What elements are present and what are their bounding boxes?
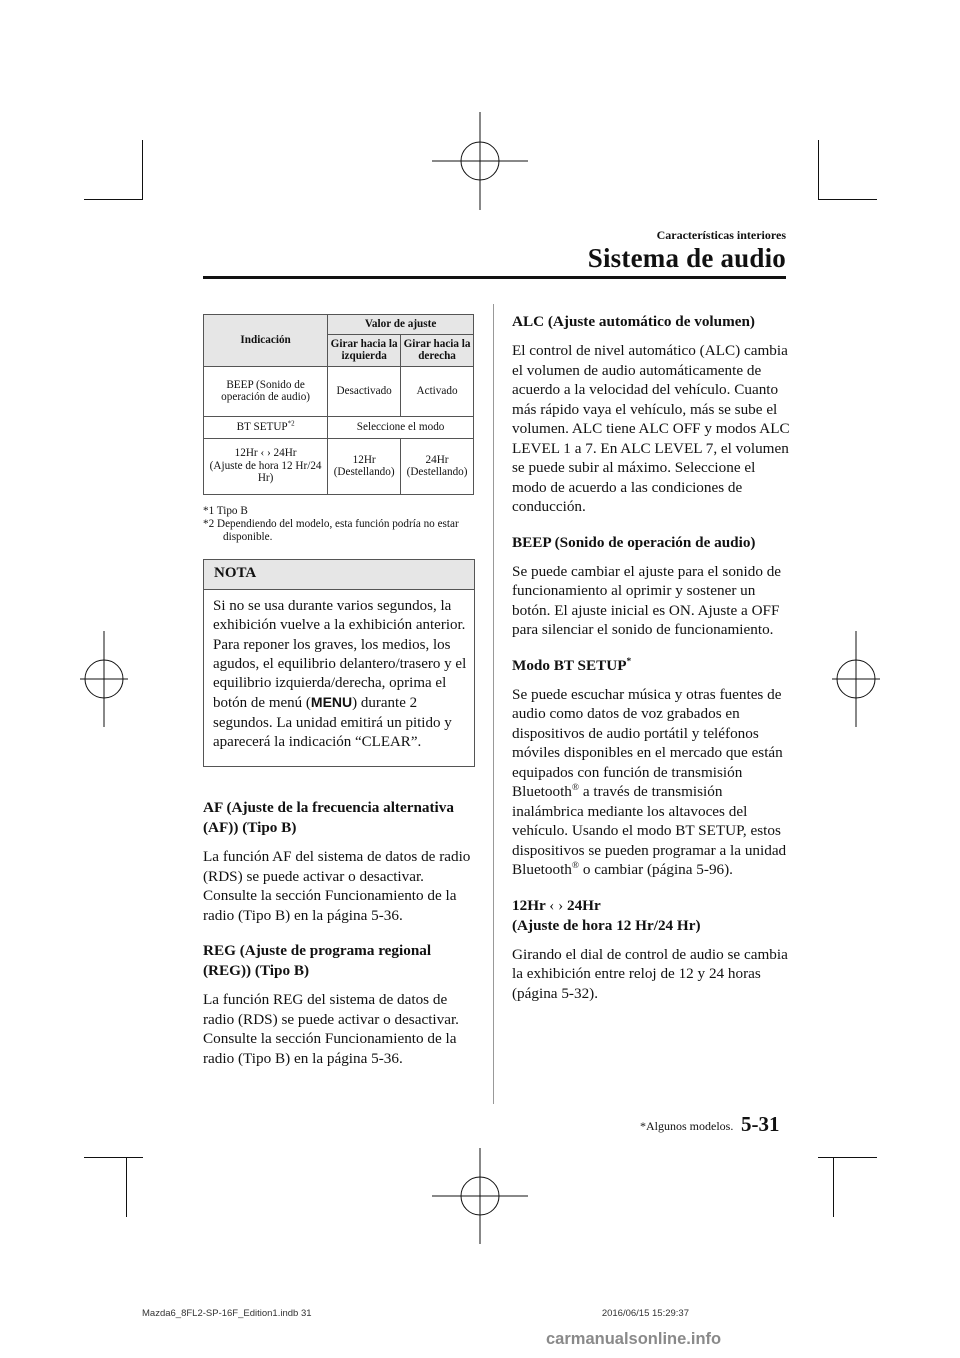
clock-24hr: 24Hr	[273, 447, 297, 460]
table-cell: 24Hr (Destellando)	[401, 438, 474, 494]
left-sections	[203, 798, 478, 1068]
column-divider	[493, 304, 494, 1104]
beep-heading: BEEP (Sonido de operación de audio)	[512, 533, 756, 551]
reg-body: La función REG del sistema de datos de radio (RDS) se puede activar o desactivar. Consulte la sección Funcionamiento de la radio (Tipo B) en la página 5-36.	[203, 991, 459, 1067]
bt-heading-text: Modo BT SETUP	[512, 656, 627, 674]
chevron-right-icon: ›	[558, 896, 564, 914]
clock-heading-12: 12Hr	[512, 896, 546, 914]
table-cell	[204, 416, 328, 438]
note-box	[203, 559, 475, 767]
clock-body: Girando el dial de control de audio se cambia la exhibición entre reloj de 12 y 24 horas (página 5-32).	[512, 945, 788, 1002]
clock-heading	[512, 896, 790, 936]
page-number: 5-31	[741, 1112, 780, 1136]
table-cell: BEEP (Sonido de operación de audio)	[204, 366, 328, 416]
settings-table	[203, 314, 474, 495]
clock-heading-desc: (Ajuste de hora 12 Hr/24 Hr)	[512, 916, 701, 934]
menu-key-label: MENU	[310, 694, 353, 711]
table-cell: Seleccione el modo	[328, 416, 474, 438]
footnote-ref: *2	[287, 419, 295, 428]
printer-file: Mazda6_8FL2-SP-16F_Edition1.indb 31	[142, 1308, 312, 1319]
col-header-value: Valor de ajuste	[328, 315, 474, 335]
registered-mark: ®	[571, 782, 580, 793]
table-cell: Desactivado	[328, 366, 401, 416]
chevron-left-icon: ‹	[549, 896, 555, 914]
table-row	[204, 438, 474, 494]
note-text-a: Si no se usa durante varios segundos, la exhibición vuelve a la exhibición anterior. Para reponer los graves, los medios, los agudos, el equilibrio delantero/trasero y el equilibrio izquierda/derecha, oprima el botón de menú (	[213, 598, 467, 712]
section-label: Características interiores	[656, 228, 786, 242]
bt-body	[512, 685, 790, 880]
footnote-1: *1 Tipo B	[203, 505, 248, 517]
af-heading: AF (Ajuste de la frecuencia alternativa (AF)) (Tipo B)	[203, 799, 454, 836]
chevron-right-icon: ›	[266, 447, 271, 460]
bt-body-b: a través de transmisión inalámbrica mediante los altavoces del vehículo. Usando el modo BT SETUP, estos dispositivos se pueden programar a la unidad Bluetooth	[512, 783, 787, 878]
alc-body: El control de nivel automático (ALC) cambia el volumen de audio automáticamente de acuerdo a la velocidad del vehículo. Cuanto más rápido vaya el vehículo, más se sube el volumen. ALC tiene ALC OFF y modos ALC LEVEL 1 a 7. En ALC LEVEL 7, el volumen se puede subir al máximo. Seleccione el modo de acuerdo a las condiciones de conducción.	[512, 342, 790, 515]
chevron-left-icon: ‹	[260, 447, 265, 460]
col-header-indication: Indicación	[204, 315, 328, 367]
bt-setup-label: BT SETUP	[236, 420, 288, 433]
footnotes	[203, 505, 478, 544]
table-cell: Activado	[401, 366, 474, 416]
some-models-mark: *	[626, 656, 632, 667]
reg-heading: REG (Ajuste de programa regional (REG)) (Tipo B)	[203, 942, 432, 979]
registered-mark: ®	[571, 860, 580, 871]
bt-body-c: o cambiar (página 5-96).	[579, 861, 733, 878]
clock-heading-24: 24Hr	[566, 896, 601, 914]
clock-desc: (Ajuste de hora 12 Hr/24 Hr)	[209, 459, 322, 485]
af-body: La función AF del sistema de datos de radio (RDS) se puede activar o desactivar. Consulte la sección Funcionamiento de la radio (Tipo B) en la página 5-36.	[203, 848, 471, 924]
watermark: carmanualsonline.info	[546, 1330, 722, 1348]
header-rule	[203, 276, 786, 279]
table-cell	[204, 438, 328, 494]
some-models-note: *Algunos modelos.	[640, 1119, 734, 1133]
right-sections	[512, 312, 790, 1003]
bt-body-a: Se puede escuchar música y otras fuentes de audio como datos de voz grabados en dispositivos de audio portátil y teléfonos móviles disponibles en el mercado que están equipados con función de transmisión Bluetooth	[512, 685, 783, 800]
clock-12hr: 12Hr	[234, 447, 258, 460]
col-header-right: Girar hacia la derecha	[401, 334, 474, 366]
footnote-2: *2 Dependiendo del modelo, esta función podría no estar disponible.	[203, 518, 459, 543]
note-header	[204, 560, 474, 590]
note-text-b: ) durante 2 segundos. La unidad emitirá un pitido y aparecerá la indicación “CLEAR”.	[213, 695, 452, 751]
printer-info	[142, 1308, 689, 1319]
col-header-left: Girar hacia la izquierda	[328, 334, 401, 366]
note-text	[213, 597, 471, 752]
printer-date: 2016/06/15 15:29:37	[601, 1308, 689, 1319]
bt-heading	[512, 656, 790, 676]
table-row	[204, 416, 474, 438]
alc-heading: ALC (Ajuste automático de volumen)	[512, 313, 755, 330]
table-row	[204, 366, 474, 416]
beep-body: Se puede cambiar el ajuste para el sonido de funcionamiento al oprimir y sostener un botón. El ajuste inicial es ON. Ajuste a OFF para silenciar el sonido de funcionamiento.	[512, 562, 782, 638]
table-cell: 12Hr (Destellando)	[328, 438, 401, 494]
note-title: NOTA	[214, 565, 257, 581]
page-title: Sistema de audio	[587, 243, 786, 273]
